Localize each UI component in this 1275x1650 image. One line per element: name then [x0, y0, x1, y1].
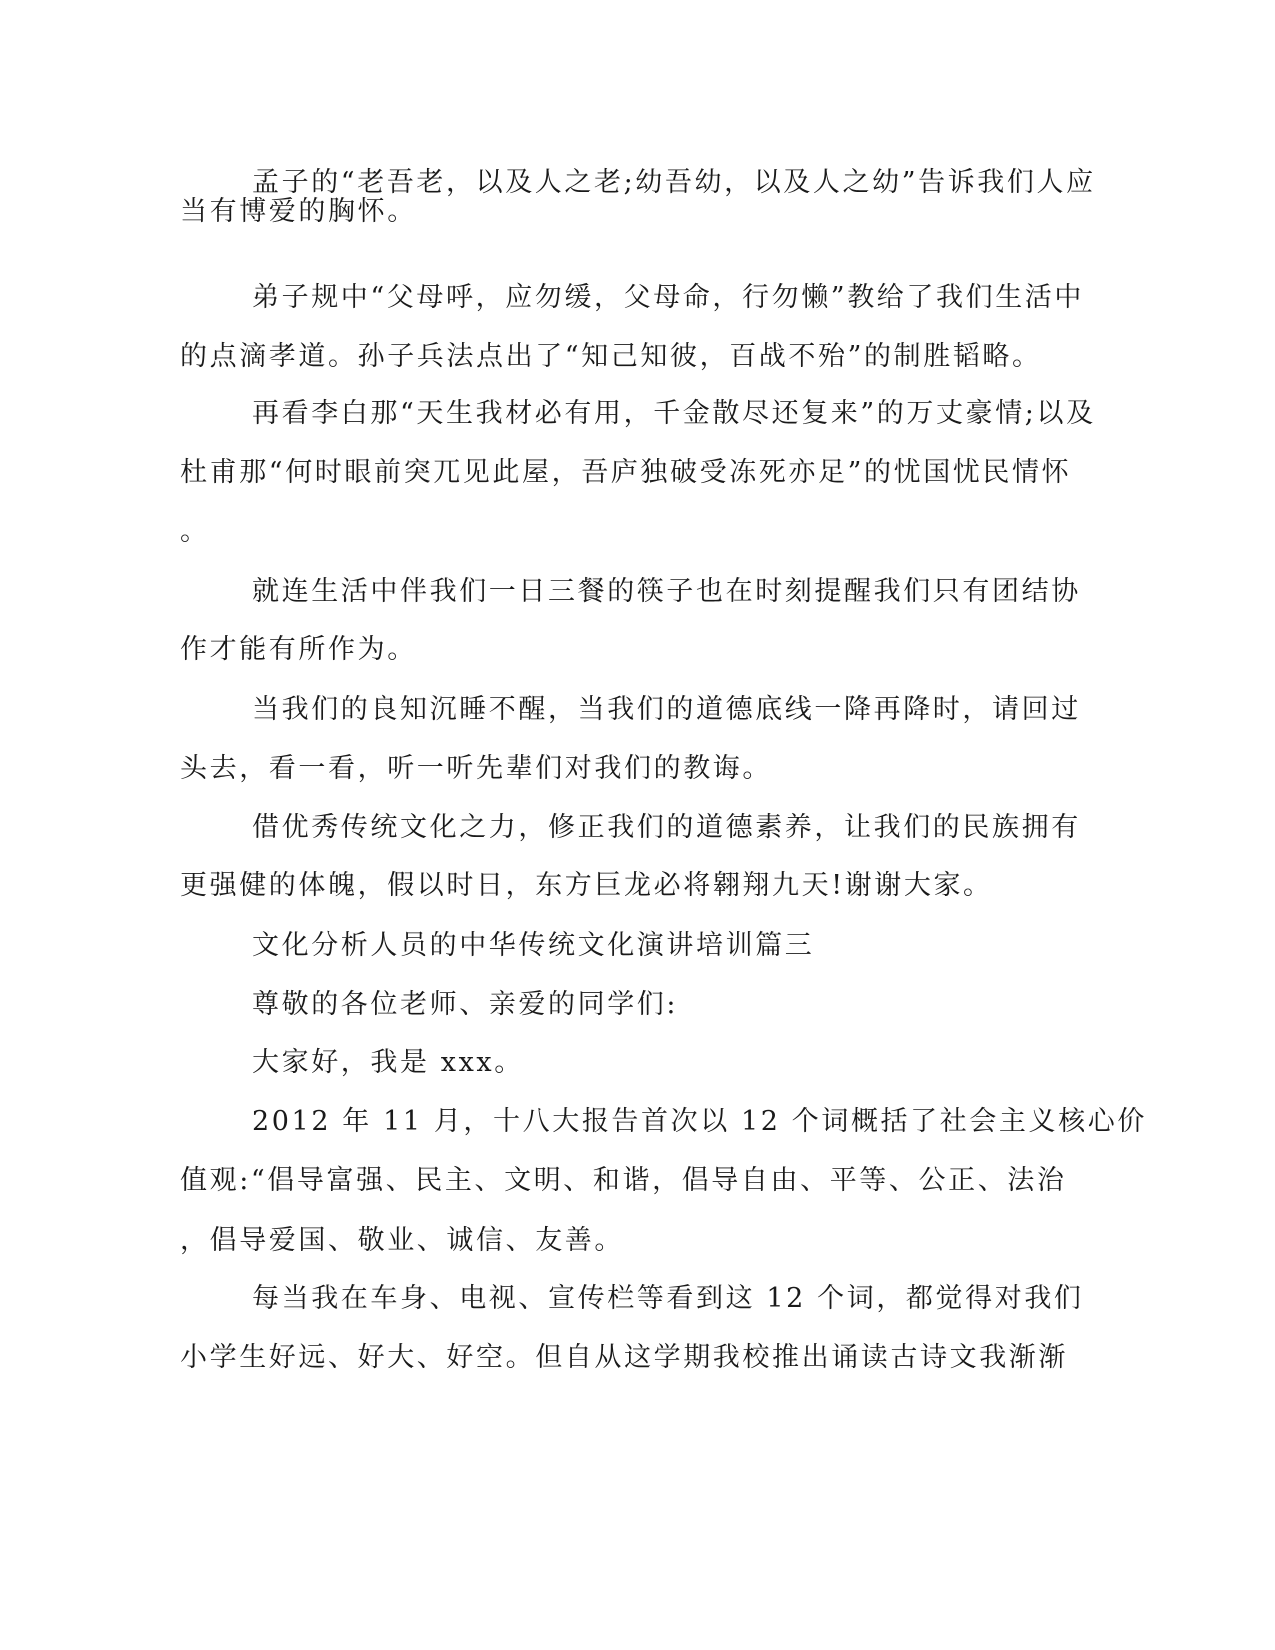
text-line: ，倡导爱国、敬业、诚信、友善。	[180, 1225, 624, 1256]
text-line: 每当我在车身、电视、宣传栏等看到这 12 个词，都觉得对我们	[252, 1283, 1084, 1314]
text-line: 的点滴孝道。孙子兵法点出了“知己知彼，百战不殆”的制胜韬略。	[180, 341, 1042, 372]
text-line: 大家好，我是 xxx。	[252, 1047, 524, 1078]
text-line: 尊敬的各位老师、亲爱的同学们:	[252, 989, 679, 1020]
text-line: 小学生好远、好大、好空。但自从这学期我校推出诵读古诗文我渐渐	[180, 1342, 1068, 1373]
text-line: 再看李白那“天生我材必有用，千金散尽还复来”的万丈豪情;以及	[252, 398, 1096, 429]
text-line: 头去，看一看，听一听先辈们对我们的教诲。	[180, 753, 772, 784]
text-line: 2012 年 11 月，十八大报告首次以 12 个词概括了社会主义核心价	[252, 1106, 1147, 1137]
text-line: 杜甫那“何时眼前突兀见此屋，吾庐独破受冻死亦足”的忧国忧民情怀	[180, 457, 1072, 488]
text-line: 孟子的“老吾老，以及人之老;幼吾幼，以及人之幼”告诉我们人应	[252, 167, 1096, 198]
text-line: 当我们的良知沉睡不醒，当我们的道德底线一降再降时，请回过	[252, 694, 1081, 725]
section-heading: 文化分析人员的中华传统文化演讲培训篇三	[252, 930, 815, 961]
text-line: 更强健的体魄，假以时日，东方巨龙必将翱翔九天!谢谢大家。	[180, 870, 993, 901]
text-line: 。	[180, 516, 210, 547]
text-line: 作才能有所作为。	[180, 634, 417, 665]
text-line: 借优秀传统文化之力，修正我们的道德素养，让我们的民族拥有	[252, 812, 1081, 843]
text-line: 值观:“倡导富强、民主、文明、和谐，倡导自由、平等、公正、法治	[180, 1165, 1067, 1196]
text-line: 弟子规中“父母呼，应勿缓，父母命，行勿懒”教给了我们生活中	[252, 282, 1085, 313]
text-line: 当有博爱的胸怀。	[180, 196, 417, 227]
text-line: 就连生活中伴我们一日三餐的筷子也在时刻提醒我们只有团结协	[252, 576, 1081, 607]
